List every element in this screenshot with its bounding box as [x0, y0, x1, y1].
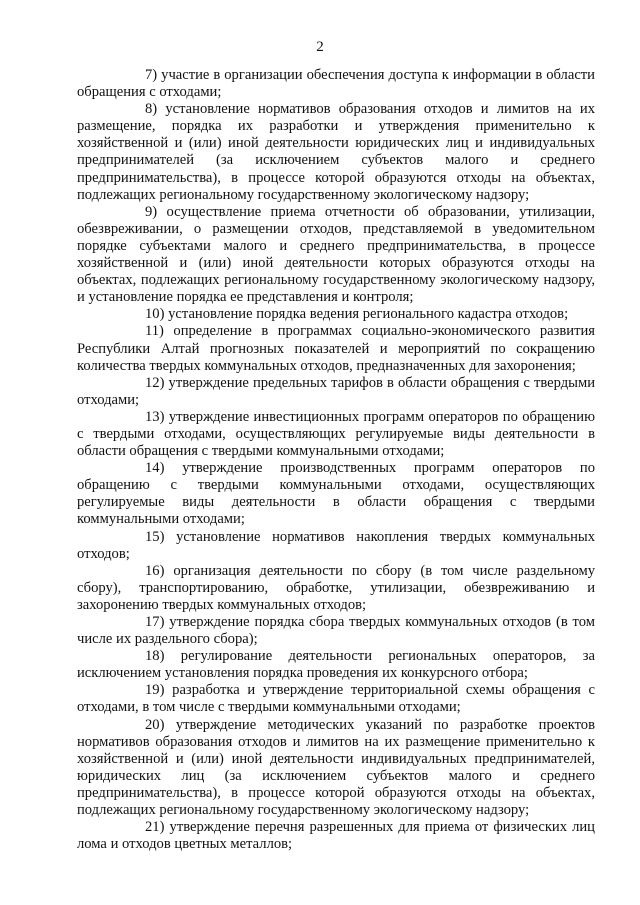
list-item — [77, 529, 595, 563]
list-item — [77, 563, 595, 614]
list-item — [77, 204, 595, 307]
item-text: утверждение порядка сбора твердых коммунальных отходов (в том числе их раздельного сбора); — [77, 614, 595, 648]
item-number: 9) — [145, 203, 158, 220]
item-number: 20) — [145, 716, 165, 733]
list-item — [77, 614, 595, 648]
list-item — [77, 819, 595, 853]
item-number: 19) — [145, 682, 165, 699]
item-number: 10) — [145, 306, 165, 323]
item-text: участие в организации обеспечения доступа к информации в области обращения с отходами; — [77, 67, 595, 101]
list-item — [77, 682, 595, 716]
list-item — [77, 323, 595, 374]
list-item — [77, 375, 595, 409]
item-number: 16) — [145, 562, 165, 579]
item-text: установление порядка ведения регионального кадастра отходов; — [168, 306, 569, 323]
item-number: 17) — [145, 614, 165, 630]
item-number: 15) — [145, 528, 165, 545]
item-text: установление нормативов образования отходов и лимитов на их размещение, порядка их разработки и утверждения применительно к хозяйственной и (или) иной деятельности юридических лиц и индивидуальных предпринимателей (за исключением субъектов малого и среднего предпринимательства), в процессе которой образуются отходы на объектах, подлежащих региональному государственному экологическому надзору; — [77, 101, 595, 203]
list-item — [77, 460, 595, 528]
item-text: утверждение инвестиционных программ операторов по обращению с твердыми отходами, осуществляющих регулируемые виды деятельности в области обращения с твердыми коммунальными отходами; — [77, 408, 595, 460]
list-item — [77, 648, 595, 682]
item-text: организация деятельности по сбору (в том числе раздельному сбору), транспортированию, обработке, утилизации, обезвреживанию и захоронению твердых коммунальных отходов; — [77, 562, 595, 613]
item-number: 21) — [145, 819, 165, 836]
item-text: регулирование деятельности региональных операторов, за исключением установления порядка проведения их конкурсного отбора; — [77, 648, 595, 682]
item-number: 13) — [145, 408, 165, 425]
list-item — [77, 67, 595, 101]
item-text: разработка и утверждение территориальной схемы обращения с отходами, в том числе с твердыми коммунальными отходами; — [77, 682, 596, 716]
item-number: 18) — [145, 648, 165, 665]
item-number: 12) — [145, 374, 165, 391]
item-number: 11) — [145, 323, 164, 340]
item-text: определение в программах социально-экономического развития Республики Алтай прогнозных показателей и мероприятий по сокращению количества твердых коммунальных отходов, предназначенных для захоронения; — [77, 323, 595, 374]
list-item — [77, 306, 595, 323]
item-text: утверждение перечня разрешенных для приема от физических лиц лома и отходов цветных металлов; — [77, 819, 595, 853]
document-body — [77, 67, 595, 853]
item-text: утверждение методических указаний по разработке проектов нормативов образования отходов и лимитов на их размещение применительно к хозяйственной и (или) иной деятельности индивидуальных предпринимателей, юридических лиц (за исключением субъектов малого и среднего предпринимательства), в процессе которой образуются отходы на объектах, подлежащих региональному государственному экологическому надзору; — [77, 716, 595, 819]
page-number: 2 — [316, 39, 324, 55]
item-text: установление нормативов накопления твердых коммунальных отходов; — [77, 528, 595, 562]
item-text: утверждение предельных тарифов в области обращения с твердыми отходами; — [77, 374, 595, 408]
list-item — [77, 717, 595, 820]
item-number: 8) — [145, 101, 158, 118]
list-item — [77, 101, 595, 204]
item-text: осуществление приема отчетности об образовании, утилизации, обезвреживании, о размещении отходов, представляемой в уведомительном порядке субъектами малого и среднего предпринимательства, в процессе хозяйственной и (или) иной деятельности которых образуются отходы на объектах, подлежащих региональному государственному экологическому надзору, и установление порядка ее представления и контроля; — [77, 203, 595, 306]
item-number: 7) — [145, 67, 158, 83]
item-number: 14) — [145, 460, 165, 477]
item-text: утверждение производственных программ операторов по обращению с твердыми коммунальными отходами, осуществляющих регулируемые виды деятельности в области обращения с твердыми коммунальными отходами; — [77, 460, 595, 528]
list-item — [77, 409, 595, 460]
